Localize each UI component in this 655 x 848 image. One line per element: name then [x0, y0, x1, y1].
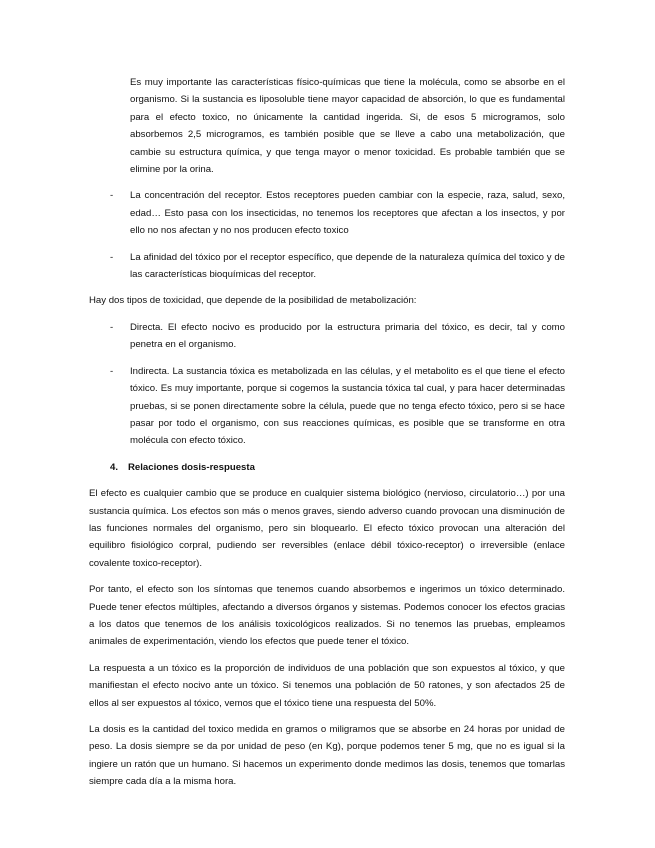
list-item-text: La concentración del receptor. Estos receptores pueden cambiar con la especie, raza, salud, sexo, edad… Esto pasa con los insecticidas, no tenemos los receptores que afectan a los insectos, y por ello no nos afectan y no nos producen efecto toxico	[130, 190, 565, 237]
list-item-direct-toxicity	[89, 319, 565, 354]
list-item-receptor-affinity	[89, 249, 565, 284]
section-heading	[89, 459, 565, 476]
section-title: Relaciones dosis-respuesta	[128, 461, 255, 473]
bullet-dash: -	[110, 251, 114, 263]
list-item-indirect-toxicity	[89, 363, 565, 450]
toxicity-types-intro: Hay dos tipos de toxicidad, que depende de la posibilidad de metabolización:	[89, 295, 417, 307]
list-item-text: Directa. El efecto nocivo es producido por la estructura primaria del tóxico, es decir, tal y como penetra en el organismo.	[130, 321, 565, 351]
document-page	[89, 74, 565, 800]
continuation-paragraph: Es muy importante las características físico-químicas que tiene la molécula, como se absorbe en el organismo. Si la sustancia es liposoluble tiene mayor capacidad de absorción, lo que es fundamental para el efecto toxico, no únicamente la cantidad ingerida. Si, de esos 5 microgramos, solo absorbemos 2,5 microgramos, es también posible que se lleve a cabo una metabolización, que cambie su estructura química, y que tenga mayor o menor toxicidad. Es probable también que se elimine por la orina.	[130, 77, 565, 176]
paragraph-sintomas: Por tanto, el efecto son los síntomas que tenemos cuando absorbemos e ingerimos un tóxico determinado. Puede tener efectos múltiples, afectando a diversos órganos y sistemas. Podemos conocer los efectos gracias a los datos que tenemos de los análisis toxicológicos realizados. Si no tenemos las pruebas, empleamos animales de experimentación, viendo los efectos que puede tener el tóxico.	[89, 584, 565, 648]
paragraph-dosis: La dosis es la cantidad del toxico medida en gramos o miligramos que se absorbe en 24 horas por unidad de peso. La dosis siempre se da por unidad de peso (en Kg), porque podemos tener 5 mg, que no es igual si la ingiere un ratón que un humano. Si hacemos un experimento donde medimos las dosis, tenemos que tomarlas siempre cada día a la misma hora.	[89, 724, 565, 788]
paragraph-efecto: El efecto es cualquier cambio que se produce en cualquier sistema biológico (nervioso, circulatorio…) por una sustancia química. Los efectos son más o menos graves, siendo adverso cuando provocan una disminución de las funciones normales del organismo, pero sin bloquearlo. El efecto tóxico provocan una alteración del equilibro fisiológico corpral, pudiendo ser reversibles (enlace débil tóxico-receptor) o irreversible (enlace covalente toxico-receptor).	[89, 488, 565, 569]
list-item-receptor-concentration	[89, 187, 565, 239]
section-number: 4.	[110, 461, 119, 473]
paragraph-respuesta: La respuesta a un tóxico es la proporción de individuos de una población que son expuestos al tóxico, y que manifiestan el efecto nocivo ante un tóxico. Si tenemos una población de 50 ratones, y son afectados 25 de ellos al ser expuestos al tóxico, vemos que el tóxico tiene una respuesta del 50%.	[89, 662, 565, 709]
list-item-text: Indirecta. La sustancia tóxica es metabolizada en las células, y el metabolito es el que tiene el efecto tóxico. Es muy importante, porque si cogemos la sustancia tóxica tal cual, y para hacer determinadas pruebas, si se ponen directamente sobre la célula, puede que no tenga efecto tóxico, pero si se hace pasar por todo el organismo, con sus reacciones químicas, es posible que se transforme en otra molécula con efecto tóxico.	[130, 365, 565, 447]
bullet-dash: -	[110, 321, 114, 333]
bullet-dash: -	[110, 365, 114, 377]
bullet-dash: -	[110, 190, 114, 202]
list-item-text: La afinidad del tóxico por el receptor específico, que depende de la naturaleza química del toxico y de las características bioquímicas del receptor.	[130, 251, 565, 281]
